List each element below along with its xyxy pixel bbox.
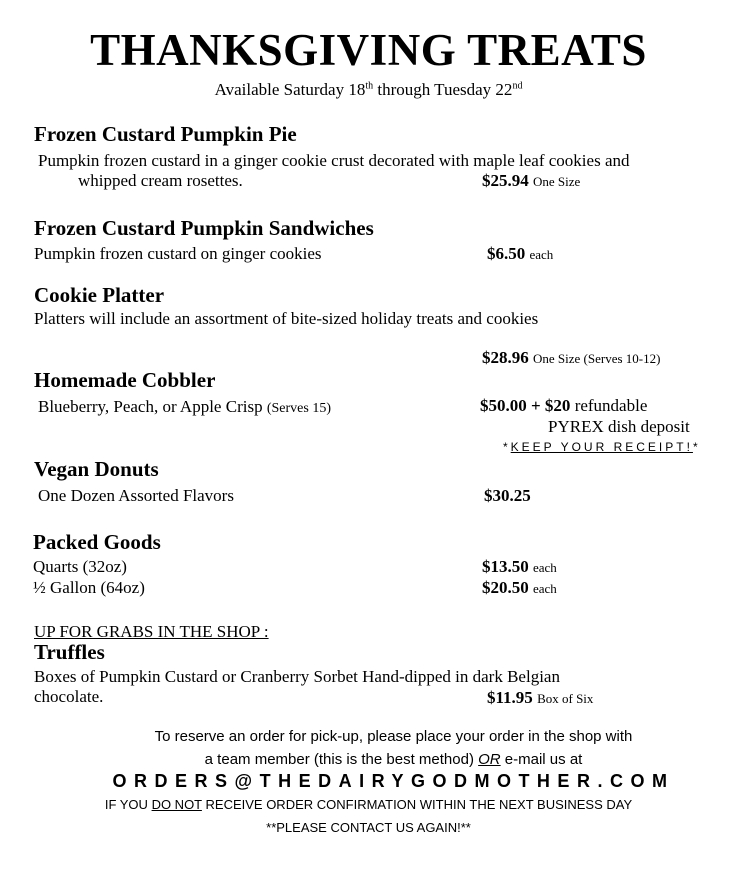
item-heading-packed: Packed Goods — [33, 530, 161, 554]
footer-line-1: To reserve an order for pick-up, please place your order in the shop with — [154, 728, 633, 745]
footer-line-4 — [0, 797, 737, 812]
item-desc-gallon: ½ Gallon (64oz) — [33, 578, 145, 597]
item-desc-pie: Pumpkin frozen custard in a ginger cookie crust decorated with maple leaf cookies and — [38, 151, 630, 170]
availability-sup: nd — [512, 80, 523, 92]
price-value: $6.50 — [487, 244, 526, 263]
price-value: $25.94 — [482, 171, 529, 190]
item-desc-donuts: One Dozen Assorted Flavors — [38, 486, 234, 505]
item-desc-pie: whipped cream rosettes. — [78, 171, 243, 190]
price-unit: each — [533, 581, 557, 596]
footer-text: IF YOU — [104, 797, 148, 812]
footer-line-2 — [0, 751, 737, 768]
item-price-sandwiches — [487, 244, 553, 264]
price-unit: each — [533, 560, 557, 575]
item-desc-cobbler — [38, 397, 331, 417]
up-for-grabs-heading: UP FOR GRABS IN THE SHOP : — [34, 622, 269, 641]
price-value: $11.95 — [487, 688, 533, 707]
keep-star: * — [503, 440, 511, 454]
price-unit: One Size (Serves 10-12) — [533, 351, 661, 366]
item-price-truffles — [487, 688, 593, 708]
keep-receipt-note — [503, 440, 701, 454]
keep-text: KEEP YOUR RECEIPT! — [510, 440, 693, 454]
price-unit: One Size — [533, 174, 581, 189]
price-value: $50.00 + $20 — [480, 396, 571, 415]
item-heading-sandwiches: Frozen Custard Pumpkin Sandwiches — [34, 216, 374, 240]
price-unit: Box of Six — [537, 691, 594, 706]
item-heading-cobbler: Homemade Cobbler — [34, 368, 216, 392]
item-desc-sandwiches: Pumpkin frozen custard on ginger cookies — [34, 244, 322, 263]
item-heading-platter: Cookie Platter — [34, 283, 165, 307]
item-price-quarts — [482, 557, 557, 577]
footer-do-not-emphasis: DO NOT — [151, 797, 202, 812]
footer-or-emphasis: OR — [478, 751, 501, 768]
order-email[interactable]: ORDERS@THEDAIRYGODMOTHER.COM — [112, 771, 675, 791]
page-title: THANKSGIVING TREATS — [90, 25, 647, 75]
item-heading-truffles: Truffles — [34, 640, 105, 664]
desc-text: Blueberry, Peach, or Apple Crisp — [38, 397, 263, 416]
footer-text: a team member (this is the best method) — [204, 751, 474, 768]
price-unit: each — [529, 247, 554, 262]
item-desc-truffles: chocolate. — [34, 687, 104, 706]
item-price-platter — [482, 348, 660, 368]
item-price-pie — [482, 171, 580, 191]
item-desc-platter: Platters will include an assortment of bite-sized holiday treats and cookies — [34, 309, 539, 328]
serves-note: (Serves 15) — [266, 401, 331, 416]
deposit-note: refundable — [574, 396, 648, 415]
footer-text: RECEIVE ORDER CONFIRMATION WITHIN THE NEXT BUSINESS DAY — [205, 797, 633, 812]
keep-star: * — [692, 440, 701, 454]
price-value: $28.96 — [482, 348, 529, 367]
price-value: $20.50 — [482, 578, 529, 597]
availability-text: Available Saturday 18 — [214, 80, 366, 99]
item-price-gallon — [482, 578, 557, 598]
item-price-donuts: $30.25 — [484, 486, 531, 505]
price-value: $13.50 — [482, 557, 529, 576]
item-desc-truffles: Boxes of Pumpkin Custard or Cranberry Sorbet Hand-dipped in dark Belgian — [34, 667, 560, 686]
item-price-cobbler — [480, 396, 647, 416]
item-heading-donuts: Vegan Donuts — [34, 457, 159, 481]
availability-text: through Tuesday 22 — [373, 80, 513, 99]
item-heading-pie: Frozen Custard Pumpkin Pie — [34, 122, 297, 146]
footer-text: e-mail us at — [504, 751, 583, 768]
item-desc-quarts: Quarts (32oz) — [33, 557, 127, 576]
availability-sup: th — [365, 80, 374, 92]
footer-line-5: **PLEASE CONTACT US AGAIN!** — [266, 820, 471, 835]
deposit-note-line2: PYREX dish deposit — [548, 417, 690, 436]
availability-dates — [0, 80, 737, 100]
